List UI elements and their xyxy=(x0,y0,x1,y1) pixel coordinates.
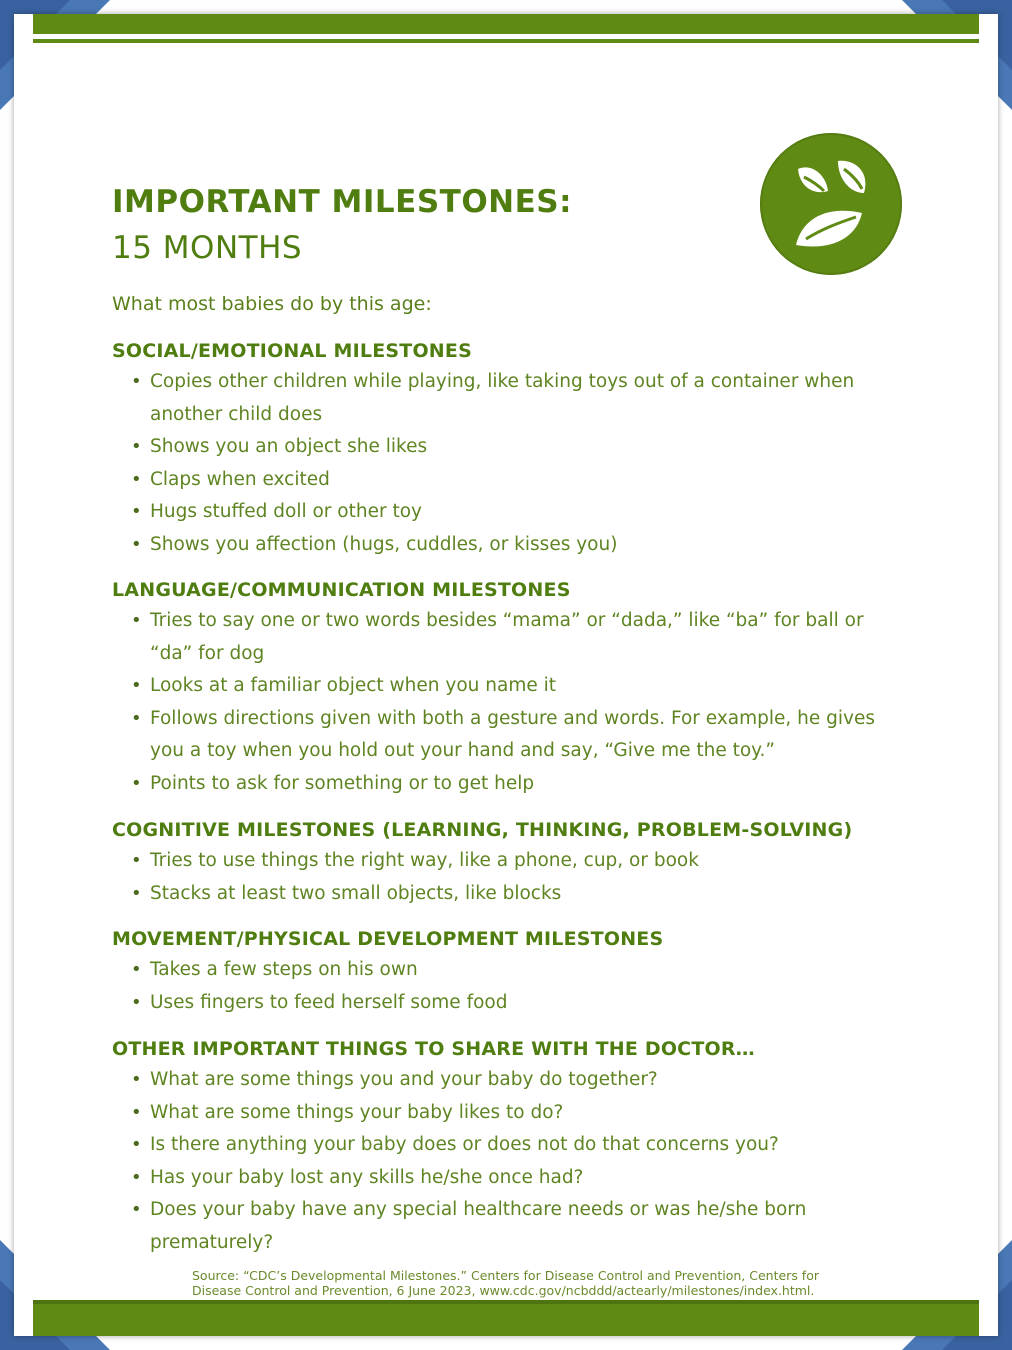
list-item: • Stacks at least two small objects, like blocks xyxy=(150,878,912,911)
list-item: • Has your baby lost any skills he/she once had? xyxy=(150,1162,912,1195)
question-list xyxy=(112,1064,912,1259)
milestone-list xyxy=(112,954,912,1019)
source-citation: Source: “CDC’s Developmental Milestones.” Centers for Disease Control and Prevention, Centers for Disease Control and Prevention, 6 June 2023, www.cdc.gov/ncbddd/actearly/milestones/index.html. xyxy=(192,1268,819,1298)
list-item: • Tries to say one or two words besides “mama” or “dada,” like “ba” for ball or “da” for dog xyxy=(150,605,910,670)
page-subtitle: 15 MONTHS xyxy=(112,230,303,266)
list-item: • What are some things your baby likes to do? xyxy=(150,1097,912,1130)
milestone-list xyxy=(112,605,912,800)
section-heading: OTHER IMPORTANT THINGS TO SHARE WITH THE DOCTOR… xyxy=(112,1038,755,1060)
section-movement-physical xyxy=(112,928,912,1019)
list-item: • Takes a few steps on his own xyxy=(150,954,912,987)
section-cognitive xyxy=(112,819,912,910)
section-heading: LANGUAGE/COMMUNICATION MILESTONES xyxy=(112,579,571,601)
top-band-line xyxy=(33,39,979,43)
list-item: • Points to ask for something or to get help xyxy=(150,768,912,801)
section-language-communication xyxy=(112,579,912,800)
section-other-things xyxy=(112,1038,912,1259)
list-item: • What are some things you and your baby do together? xyxy=(150,1064,912,1097)
intro-text: What most babies do by this age: xyxy=(112,293,432,315)
list-item: • Does your baby have any special healthcare needs or was he/she born prematurely? xyxy=(150,1194,912,1259)
section-heading: COGNITIVE MILESTONES (LEARNING, THINKING, PROBLEM-SOLVING) xyxy=(112,819,853,841)
list-item: • Is there anything your baby does or does not do that concerns you? xyxy=(150,1129,912,1162)
list-item: • Uses fingers to feed herself some food xyxy=(150,987,912,1020)
top-band xyxy=(33,14,979,34)
list-item: • Copies other children while playing, like taking toys out of a container when another child does xyxy=(150,366,910,431)
milestone-list xyxy=(112,845,912,910)
list-item: • Shows you an object she likes xyxy=(150,431,912,464)
list-item: • Tries to use things the right way, like a phone, cup, or book xyxy=(150,845,912,878)
section-social-emotional xyxy=(112,340,912,561)
bottom-band xyxy=(33,1300,979,1336)
section-heading: SOCIAL/EMOTIONAL MILESTONES xyxy=(112,340,472,362)
list-item: • Claps when excited xyxy=(150,464,912,497)
list-item: • Hugs stuffed doll or other toy xyxy=(150,496,912,529)
list-item: • Looks at a familiar object when you name it xyxy=(150,670,912,703)
leaf-icon xyxy=(760,133,902,275)
list-item: • Shows you affection (hugs, cuddles, or kisses you) xyxy=(150,529,912,562)
page-title: IMPORTANT MILESTONES: xyxy=(112,184,573,220)
milestone-list xyxy=(112,366,912,561)
section-heading: MOVEMENT/PHYSICAL DEVELOPMENT MILESTONES xyxy=(112,928,664,950)
bottom-band-line xyxy=(33,1300,979,1304)
list-item: • Follows directions given with both a gesture and words. For example, he gives you a toy when you hold out your hand and say, “Give me the toy.” xyxy=(150,703,910,768)
leaf-logo xyxy=(760,133,902,275)
